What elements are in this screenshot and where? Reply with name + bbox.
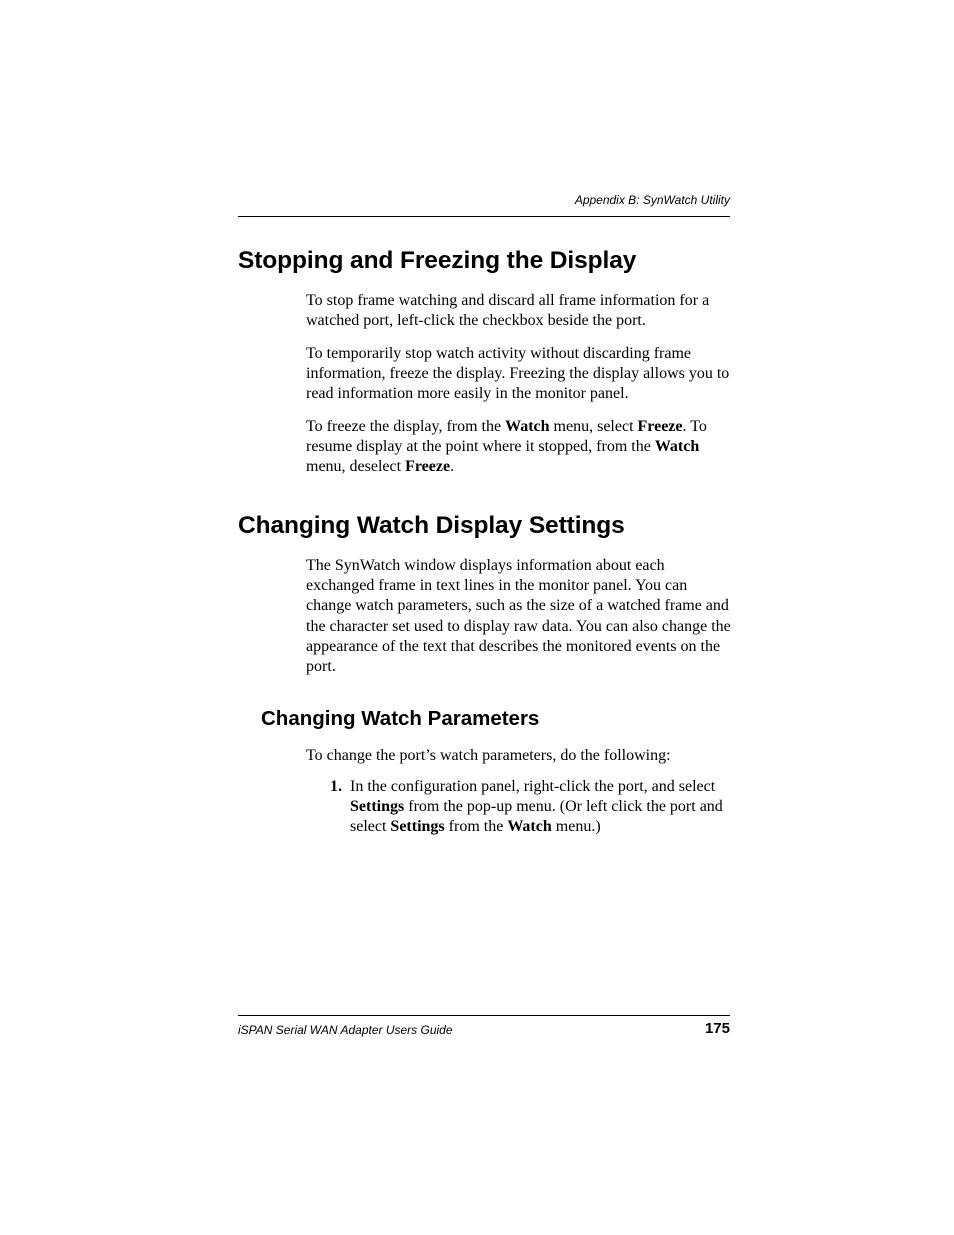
paragraph-text: To stop frame watching and discard all frame information for a watched port, left-click the checkbox beside the port. [306, 292, 710, 330]
paragraph-stop-watching [306, 291, 734, 331]
section-heading-changing-display-settings: Changing Watch Display Settings [238, 512, 625, 539]
menu-name-watch: Watch [507, 818, 552, 836]
page-number: 175 [704, 1020, 730, 1037]
step-text-part: menu.) [551, 818, 601, 836]
paragraph-text: menu, deselect [306, 458, 406, 476]
paragraph-text: To freeze the display, from the [306, 418, 506, 435]
menu-item-settings: Settings [350, 798, 405, 816]
menu-item-freeze: Freeze [405, 458, 451, 476]
subsection-heading-watch-parameters: Changing Watch Parameters [261, 707, 540, 730]
paragraph-synwatch-window [306, 556, 734, 677]
paragraph-temporarily-stop [306, 344, 734, 405]
running-header: Appendix B: SynWatch Utility [574, 193, 730, 207]
paragraph-freeze-instructions [306, 417, 734, 478]
paragraph-text: . [450, 458, 455, 476]
paragraph-text: menu, select [549, 418, 638, 435]
footer-document-title: iSPAN Serial WAN Adapter Users Guide [238, 1023, 453, 1037]
section-heading-stopping-freezing: Stopping and Freezing the Display [238, 247, 637, 274]
menu-name-watch: Watch [654, 438, 700, 456]
header-rule [238, 216, 730, 217]
step-text-part: from the pop-up menu. (Or left click the port and select [350, 798, 723, 836]
paragraph-text: To temporarily stop watch activity without discarding frame information, freeze the display. Freezing the display allows you to read information more easily in the monitor panel. [306, 345, 730, 403]
step-number: 1. [330, 778, 342, 795]
footer-rule [238, 1015, 730, 1016]
menu-name-watch: Watch [505, 418, 550, 435]
menu-item-freeze: Freeze [637, 418, 683, 435]
step-text-part: from the [444, 818, 508, 836]
step-text-part: In the configuration panel, right-click the port, and select [350, 778, 716, 795]
step-text [350, 777, 734, 838]
paragraph-text: The SynWatch window displays information about each exchanged frame in text lines in the monitor panel. You can change watch parameters, such as the size of a watched frame and the character set used to display raw data. You can also change the appearance of the text that describes the monitored events on the port. [306, 557, 731, 676]
paragraph-text: To change the port’s watch parameters, do the following: [306, 747, 671, 764]
paragraph-intro-steps [306, 746, 734, 766]
paragraph-text: . To resume display at the point where it stopped, from the [306, 418, 707, 456]
menu-item-settings: Settings [390, 818, 445, 836]
